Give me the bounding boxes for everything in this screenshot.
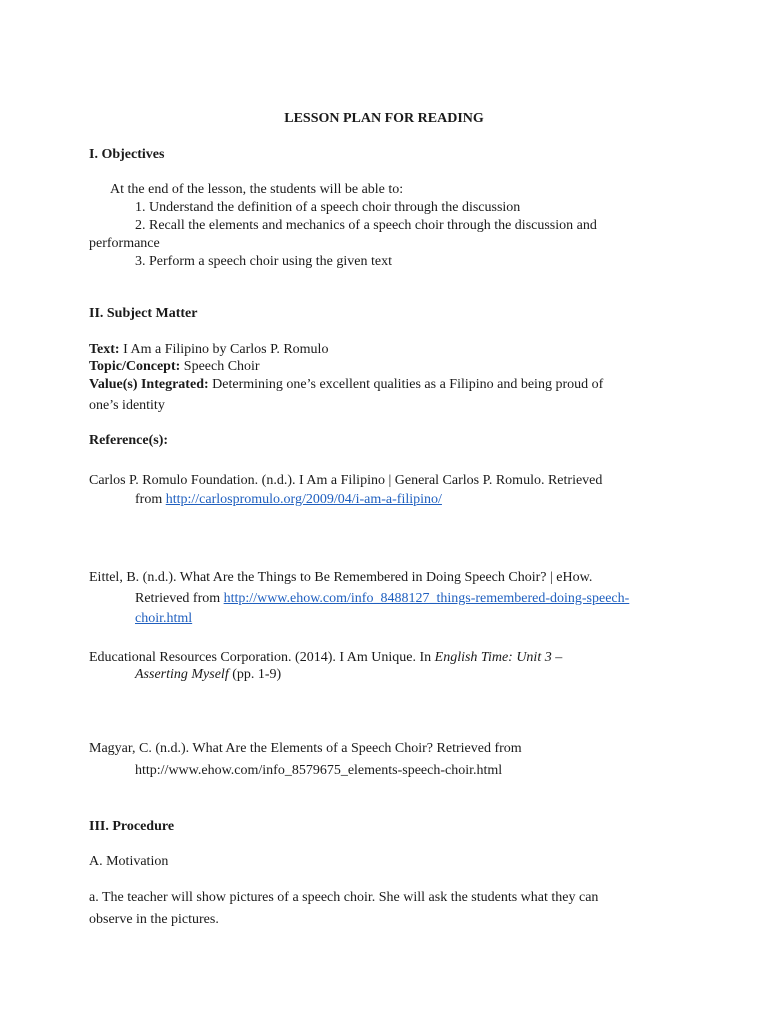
reference-3-line-1 [89, 649, 562, 667]
text-line [89, 341, 328, 359]
procedure-motivation: A. Motivation [89, 854, 169, 869]
values-value: Determining one’s excellent qualities as a Filipino and being proud of [208, 377, 604, 392]
values-line-2: one’s identity [89, 398, 165, 413]
document-title: LESSON PLAN FOR READING [284, 111, 484, 126]
reference-2-link-continued[interactable]: choir.html [135, 611, 193, 626]
references-heading: Reference(s): [89, 433, 169, 448]
topic-label: Topic/Concept: [89, 359, 181, 374]
values-line [89, 376, 603, 394]
objective-item-1: 1. Understand the definition of a speech choir through the discussion [135, 200, 521, 215]
reference-2-line-1: Eittel, B. (n.d.). What Are the Things to Be Remembered in Doing Speech Choir? | eHow. [89, 570, 593, 585]
values-label: Value(s) Integrated: [89, 377, 209, 392]
text-label: Text: [89, 342, 120, 357]
reference-3-line-2 [135, 666, 281, 684]
procedure-heading: III. Procedure [89, 819, 175, 834]
reference-3-book-subtitle: Asserting Myself [135, 667, 229, 682]
reference-4-line-1: Magyar, C. (n.d.). What Are the Elements of a Speech Choir? Retrieved from [89, 741, 522, 756]
objectives-heading: I. Objectives [89, 147, 165, 162]
reference-3-pages: (pp. 1-9) [228, 667, 282, 682]
reference-1-from: from [135, 492, 166, 507]
procedure-a-line-2: observe in the pictures. [89, 912, 219, 927]
reference-2-line-3 [135, 610, 192, 628]
reference-1-line-1: Carlos P. Romulo Foundation. (n.d.). I Am a Filipino | General Carlos P. Romulo. Retrieved [89, 473, 603, 488]
subject-matter-heading: II. Subject Matter [89, 306, 198, 321]
topic-line [89, 358, 260, 376]
reference-2-line-2 [135, 590, 629, 608]
topic-value: Speech Choir [180, 359, 260, 374]
reference-3-book-title: English Time: Unit 3 – [434, 650, 563, 665]
reference-4-line-2: http://www.ehow.com/info_8579675_elements-speech-choir.html [135, 763, 503, 778]
reference-3-prefix: Educational Resources Corporation. (2014). I Am Unique. In [89, 650, 435, 665]
text-value: I Am a Filipino by Carlos P. Romulo [119, 342, 329, 357]
reference-2-from: Retrieved from [135, 591, 224, 606]
objective-item-3: 3. Perform a speech choir using the given text [135, 254, 392, 269]
reference-1-link[interactable]: http://carlospromulo.org/2009/04/i-am-a-filipino/ [165, 492, 442, 507]
reference-1-line-2 [135, 491, 442, 509]
reference-2-link[interactable]: http://www.ehow.com/info_8488127_things-remembered-doing-speech- [223, 591, 630, 606]
procedure-a-line-1: a. The teacher will show pictures of a speech choir. She will ask the students what they can [89, 890, 599, 905]
objective-item-2: 2. Recall the elements and mechanics of a speech choir through the discussion and [135, 218, 597, 233]
objectives-intro: At the end of the lesson, the students will be able to: [110, 182, 404, 197]
objective-item-2-continued: performance [89, 236, 160, 251]
